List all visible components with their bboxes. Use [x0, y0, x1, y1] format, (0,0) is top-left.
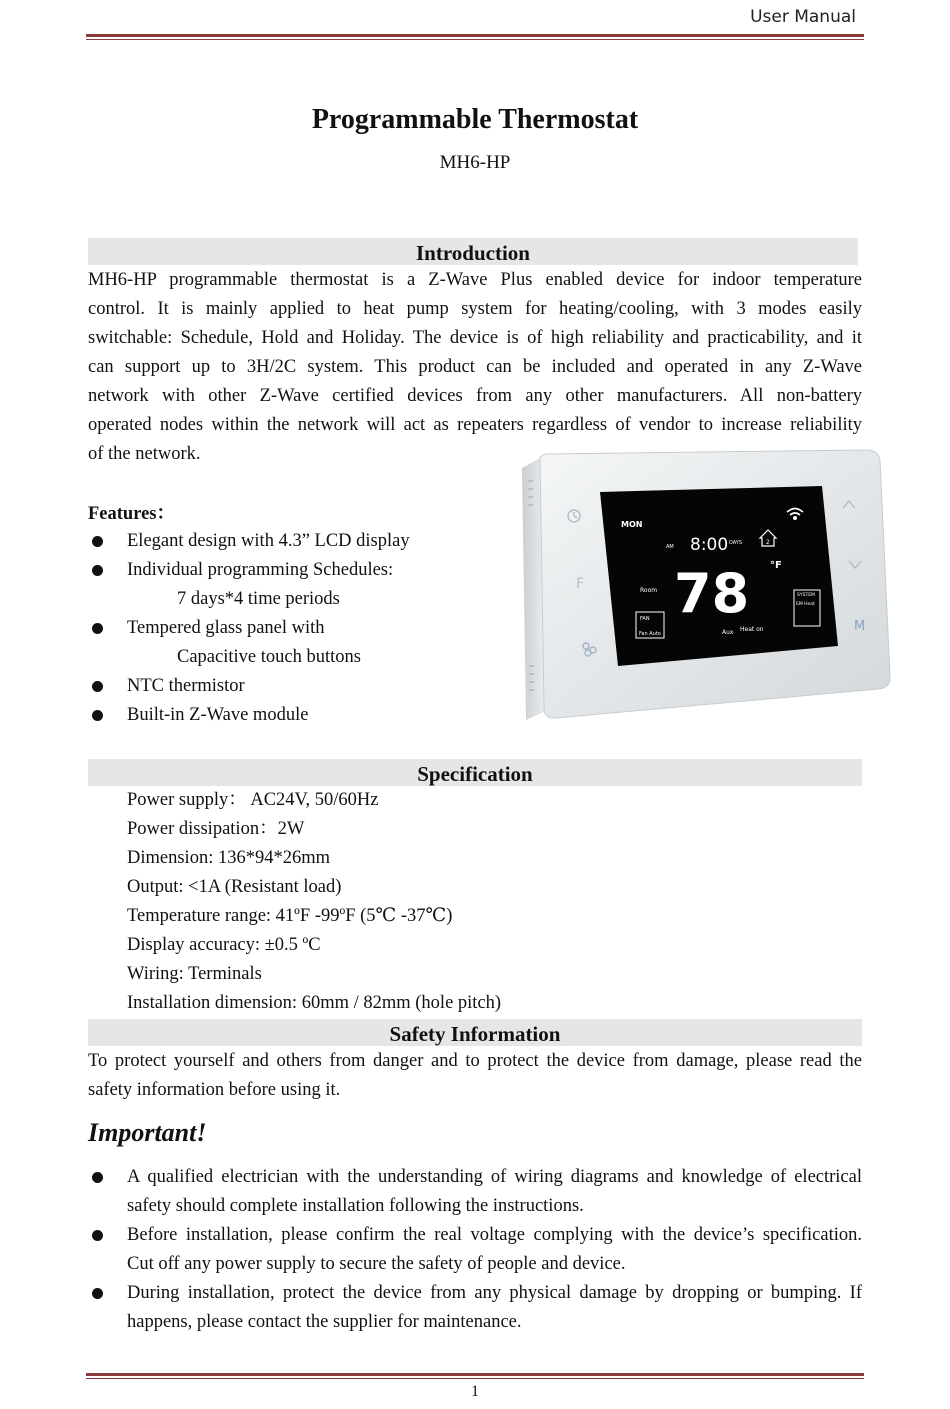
- model-number: MH6-HP: [439, 152, 511, 173]
- spec-item: Installation dimension: 60mm / 82mm (hole pitch): [127, 993, 502, 1013]
- feature-text: Elegant design with 4.3” LCD display: [127, 531, 410, 551]
- lcd-home-number: 2: [766, 539, 770, 546]
- warning-line: During installation, protect the device from any physical damage by dropping or bumping. If: [127, 1283, 862, 1303]
- bullet-icon: [92, 623, 103, 634]
- intro-line: network with other Z-Wave certified devices from any other manufacturers. All non-battery: [88, 386, 862, 406]
- specification-heading: Specification: [88, 759, 862, 786]
- feature-text: Individual programming Schedules:: [127, 560, 394, 580]
- list-item: [88, 1221, 862, 1279]
- features-list: [88, 527, 410, 730]
- safety-line: To protect yourself and others from danger and to protect the device from damage, please read the: [88, 1051, 862, 1071]
- warning-line: Cut off any power supply to secure the safety of people and device.: [127, 1254, 626, 1274]
- warning-line: A qualified electrician with the understanding of wiring diagrams and knowledge of electrical: [127, 1167, 862, 1187]
- bullet-icon: [92, 536, 103, 547]
- lcd-heat-label: Heat on: [740, 626, 764, 633]
- spec-item: Power supply： AC24V, 50/60Hz: [127, 790, 379, 810]
- spec-item: Wiring: Terminals: [127, 964, 262, 984]
- m-button-label: M: [854, 619, 866, 634]
- feature-subtext: Capacitive touch buttons: [177, 647, 361, 667]
- spec-item: Temperature range: 41ºF -99ºF (5℃ -37℃): [127, 906, 453, 926]
- introduction-paragraph: [88, 266, 862, 469]
- lcd-aux-label: Aux: [722, 629, 734, 636]
- warning-line: Before installation, please confirm the real voltage complying with the device’s specification.: [127, 1225, 862, 1245]
- list-item: [88, 672, 410, 701]
- features-title: Features：: [88, 504, 175, 524]
- header-rule: [86, 34, 864, 37]
- warnings-list: [88, 1163, 862, 1337]
- warning-line: happens, please contact the supplier for maintenance.: [127, 1312, 522, 1332]
- list-item: [88, 556, 410, 585]
- list-item: [88, 527, 410, 556]
- lcd-room-label: Room: [640, 587, 658, 594]
- safety-paragraph: [88, 1047, 862, 1105]
- document-title: Programmable Thermostat: [311, 104, 639, 135]
- footer-rule-thin: [86, 1378, 864, 1379]
- spec-item: Dimension: 136*94*26mm: [127, 848, 330, 868]
- bullet-icon: [92, 1288, 103, 1299]
- lcd-temperature: 78: [674, 562, 750, 625]
- running-header: User Manual: [750, 7, 856, 27]
- important-heading: Important!: [88, 1118, 207, 1147]
- lcd-day: MON: [621, 520, 643, 529]
- f-button-label: F: [576, 576, 585, 592]
- safety-heading: Safety Information: [88, 1019, 862, 1046]
- intro-line: operated nodes within the network will act as repeaters regardless of vendor to increase reliability: [88, 415, 862, 435]
- spec-item: Display accuracy: ±0.5 ºC: [127, 935, 321, 955]
- spec-item: Power dissipation：2W: [127, 819, 305, 839]
- lcd-fan-mode: Fan Auto: [639, 631, 661, 637]
- specification-list: [127, 786, 501, 1018]
- feature-text: Tempered glass panel with: [127, 618, 325, 638]
- introduction-heading: Introduction: [88, 238, 858, 265]
- intro-line: switchable: Schedule, Hold and Holiday. The device is of high reliability and practicability, and it: [88, 328, 862, 348]
- safety-line: safety information before using it.: [88, 1080, 341, 1100]
- bullet-icon: [92, 565, 103, 576]
- feature-text: Built-in Z-Wave module: [127, 705, 309, 725]
- lcd-unit: °F: [770, 560, 782, 571]
- list-item: [88, 1279, 862, 1337]
- bullet-icon: [92, 710, 103, 721]
- list-item: [88, 701, 410, 730]
- lcd-ampm: AM: [666, 544, 674, 550]
- bullet-icon: [92, 681, 103, 692]
- bullet-icon: [92, 1230, 103, 1241]
- list-item: [88, 1163, 862, 1221]
- intro-line: can support up to 3H/2C system. This product can be included and operated in any Z-Wave: [88, 357, 862, 377]
- intro-line: of the network.: [88, 444, 201, 464]
- feature-text: NTC thermistor: [127, 676, 245, 696]
- thermostat-image: [516, 440, 900, 725]
- intro-line: MH6-HP programmable thermostat is a Z-Wave Plus enabled device for indoor temperature: [88, 270, 862, 290]
- footer-rule: [86, 1373, 864, 1376]
- list-item: [88, 614, 410, 643]
- lcd-system-mode: EM Heat: [796, 602, 815, 607]
- header-rule-thin: [86, 39, 864, 40]
- intro-line: control. It is mainly applied to heat pump system for heating/cooling, with 3 modes easily: [88, 299, 862, 319]
- lcd-fan-label: FAN: [640, 616, 650, 622]
- lcd-days-label: DAYS: [729, 540, 743, 546]
- lcd-time: 8:00: [690, 535, 729, 555]
- page-number: 1: [471, 1383, 479, 1400]
- warning-line: safety should complete installation following the instructions.: [127, 1196, 584, 1216]
- bullet-icon: [92, 1172, 103, 1183]
- lcd-system-label: SYSTEM: [797, 593, 815, 598]
- spec-item: Output: <1A (Resistant load): [127, 877, 342, 897]
- feature-subtext: 7 days*4 time periods: [177, 589, 340, 609]
